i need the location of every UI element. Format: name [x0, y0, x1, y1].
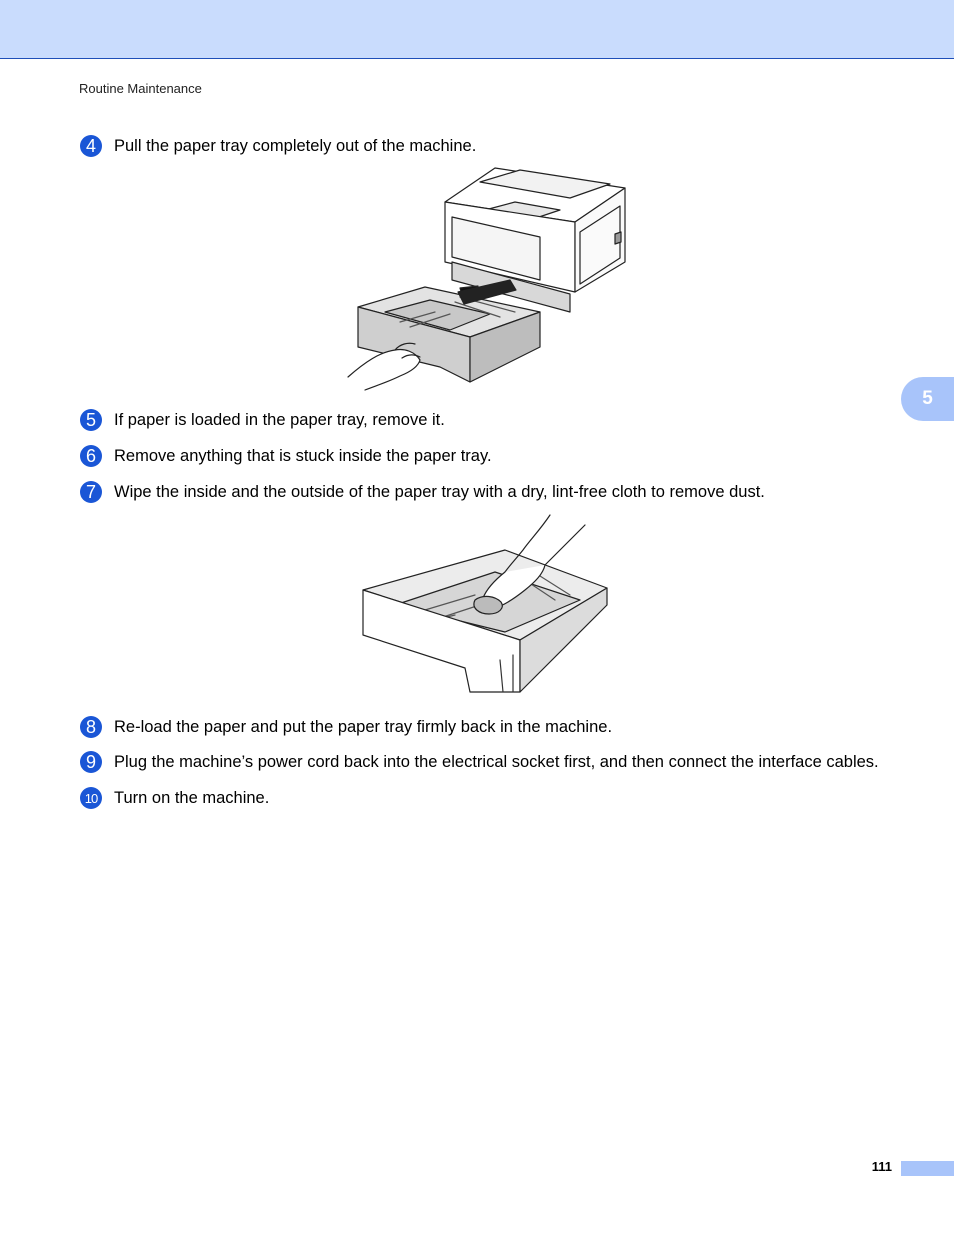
step-text: Pull the paper tray completely out of the machine.	[114, 136, 477, 155]
step-number-badge: 6	[80, 445, 102, 467]
step-number-badge: 7	[80, 481, 102, 503]
step-6	[80, 445, 492, 467]
step-9	[80, 751, 879, 773]
step-text: Re-load the paper and put the paper tray firmly back in the machine.	[114, 717, 613, 736]
step-7	[80, 481, 765, 503]
step-text: Turn on the machine.	[114, 788, 270, 807]
page-number: 111	[871, 1159, 892, 1174]
step-number-badge: 5	[80, 409, 102, 431]
printer-tray-removal-illustration	[340, 162, 635, 394]
step-number-badge: 8	[80, 716, 102, 738]
step-text: If paper is loaded in the paper tray, remove it.	[114, 410, 445, 429]
step-number-badge: 10	[80, 787, 102, 809]
section-title: Routine Maintenance	[79, 81, 202, 96]
header-band	[0, 0, 954, 59]
page-number-bar	[901, 1161, 954, 1176]
step-text: Plug the machine’s power cord back into the electrical socket first, and then connect the interface cables.	[114, 752, 879, 771]
step-number-badge: 4	[80, 135, 102, 157]
chapter-tab[interactable]: 5	[901, 377, 954, 421]
step-text: Remove anything that is stuck inside the paper tray.	[114, 446, 492, 465]
step-4	[80, 135, 476, 157]
step-5	[80, 409, 445, 431]
tray-cleaning-illustration	[355, 510, 615, 702]
step-8	[80, 716, 612, 738]
step-10	[80, 787, 269, 809]
step-text: Wipe the inside and the outside of the paper tray with a dry, lint-free cloth to remove dust.	[114, 482, 765, 501]
step-number-badge: 9	[80, 751, 102, 773]
